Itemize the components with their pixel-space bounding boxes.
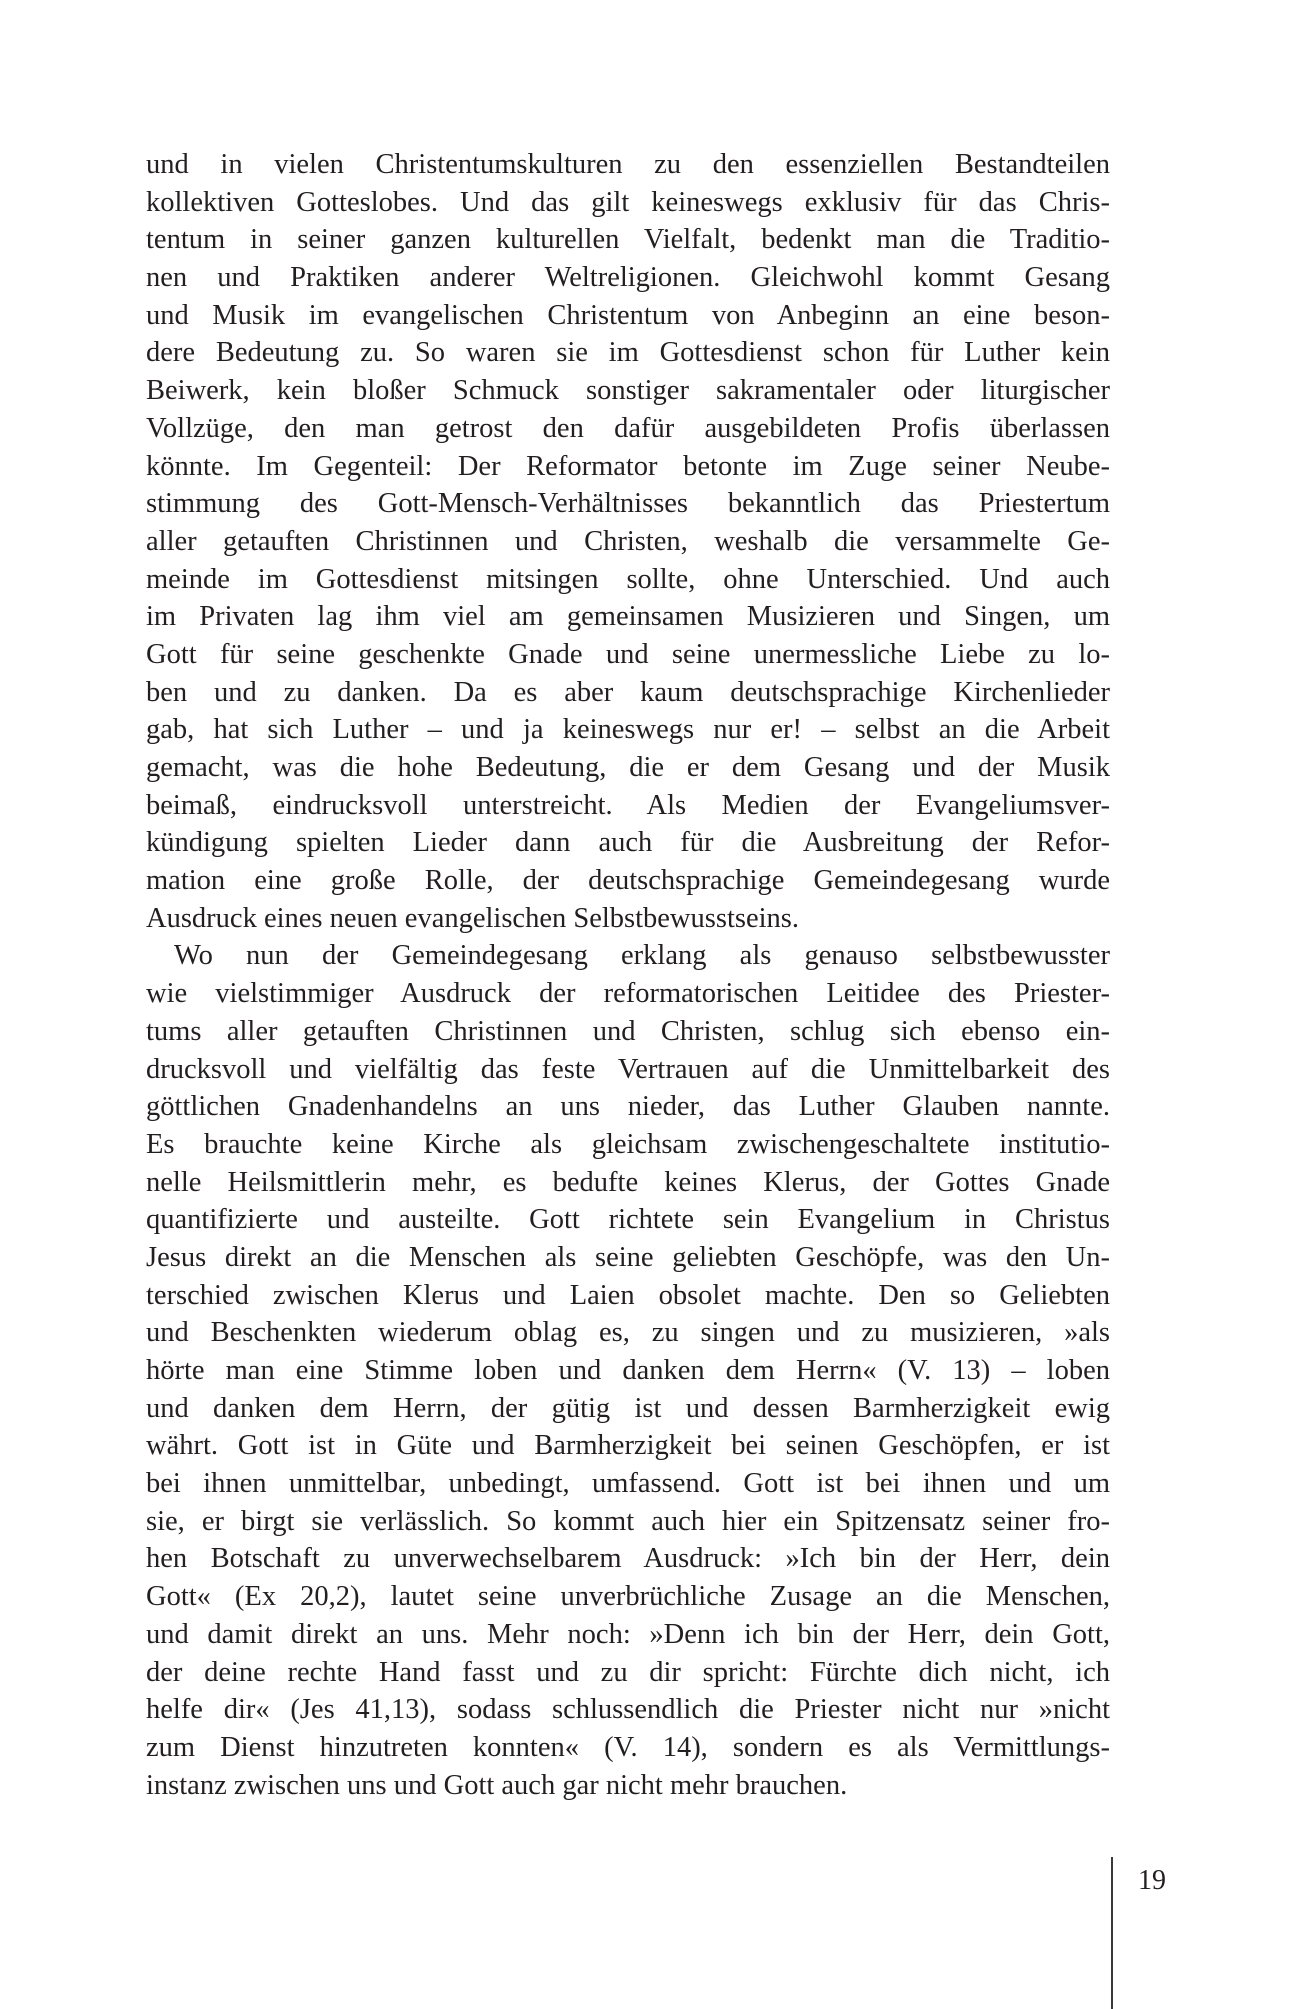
text-line: und Musik im evangelischen Christentum von Anbeginn an eine beson- <box>146 299 1110 331</box>
text-line: Jesus direkt an die Menschen als seine geliebten Geschöpfe, was den Un- <box>146 1241 1110 1273</box>
text-line: dere Bedeutung zu. So waren sie im Gottesdienst schon für Luther kein <box>146 337 1110 369</box>
text-line: meinde im Gottesdienst mitsingen sollte, ohne Unterschied. Und auch <box>146 563 1110 595</box>
text-line: und in vielen Christentumskulturen zu den essenziellen Bestandteilen <box>146 149 1110 180</box>
text-line: im Privaten lag ihm viel am gemeinsamen Musizieren und Singen, um <box>146 601 1110 633</box>
text-line: nelle Heilsmittlerin mehr, es bedufte keines Klerus, der Gottes Gnade <box>146 1166 1110 1198</box>
text-line: hörte man eine Stimme loben und danken dem Herrn« (V. 13) – loben <box>146 1355 1110 1386</box>
text-line: terschied zwischen Klerus und Laien obsolet machte. Den so Geliebten <box>146 1279 1110 1311</box>
text-line: Vollzüge, den man getrost den dafür ausgebildeten Profis überlassen <box>146 412 1110 444</box>
paragraph-2 <box>146 937 1110 1804</box>
text-line: stimmung des Gott-Mensch-Verhältnisses bekanntlich das Priestertum <box>146 488 1110 520</box>
text-line: kollektiven Gotteslobes. Und das gilt keineswegs exklusiv für das Chris- <box>146 186 1110 218</box>
text-line: kündigung spielten Lieder dann auch für die Ausbreitung der Refor- <box>146 827 1110 859</box>
page-number: 19 <box>1138 1865 1166 1896</box>
text-line: drucksvoll und vielfältig das feste Vertrauen auf die Unmittelbarkeit des <box>146 1053 1110 1085</box>
text-line: wie vielstimmiger Ausdruck der reformatorischen Leitidee des Priester- <box>146 978 1110 1010</box>
text-line: und danken dem Herrn, der gütig ist und dessen Barmherzigkeit ewig <box>146 1392 1110 1424</box>
text-line: ben und zu danken. Da es aber kaum deutschsprachige Kirchenlieder <box>146 676 1110 708</box>
text-line: Wo nun der Gemeindegesang erklang als genauso selbstbewusster <box>174 940 1110 972</box>
text-line: zum Dienst hinzutreten konnten« (V. 14), sondern es als Vermittlungs- <box>146 1731 1110 1763</box>
text-line: währt. Gott ist in Güte und Barmherzigkeit bei seinen Geschöpfen, er ist <box>146 1430 1110 1462</box>
text-line: Ausdruck eines neuen evangelischen Selbstbewusstseins. <box>146 902 799 934</box>
text-line: instanz zwischen uns und Gott auch gar nicht mehr brauchen. <box>146 1769 848 1801</box>
text-line: der deine rechte Hand fasst und zu dir spricht: Fürchte dich nicht, ich <box>146 1656 1110 1688</box>
text-line: Es brauchte keine Kirche als gleichsam zwischengeschaltete institutio- <box>146 1128 1110 1160</box>
text-line: und damit direkt an uns. Mehr noch: »Denn ich bin der Herr, dein Gott, <box>146 1618 1110 1650</box>
body-text <box>146 146 1110 1804</box>
text-line: tums aller getauften Christinnen und Christen, schlug sich ebenso ein- <box>146 1015 1110 1047</box>
text-line: helfe dir« (Jes 41,13), sodass schlussendlich die Priester nicht nur »nicht <box>146 1694 1110 1726</box>
text-line: quantifizierte und austeilte. Gott richtete sein Evangelium in Christus <box>146 1204 1110 1236</box>
text-line: nen und Praktiken anderer Weltreligionen. Gleichwohl kommt Gesang <box>146 262 1110 294</box>
text-line: sie, er birgt sie verlässlich. So kommt auch hier ein Spitzensatz seiner fro- <box>146 1505 1110 1537</box>
text-line: tentum in seiner ganzen kulturellen Vielfalt, bedenkt man die Traditio- <box>146 224 1110 256</box>
paragraph-1 <box>146 146 1110 937</box>
text-line: bei ihnen unmittelbar, unbedingt, umfassend. Gott ist bei ihnen und um <box>146 1468 1110 1500</box>
text-line: Gott für seine geschenkte Gnade und seine unermessliche Liebe zu lo- <box>146 638 1110 670</box>
text-line: mation eine große Rolle, der deutschsprachige Gemeindegesang wurde <box>146 865 1110 897</box>
text-line: und Beschenkten wiederum oblag es, zu singen und zu musizieren, »als <box>146 1317 1110 1349</box>
text-line: Beiwerk, kein bloßer Schmuck sonstiger sakramentaler oder liturgischer <box>146 375 1110 407</box>
text-line: gab, hat sich Luther – und ja keineswegs nur er! – selbst an die Arbeit <box>146 714 1110 746</box>
text-line: göttlichen Gnadenhandelns an uns nieder, das Luther Glauben nannte. <box>146 1091 1110 1123</box>
text-line: hen Botschaft zu unverwechselbarem Ausdruck: »Ich bin der Herr, dein <box>146 1543 1110 1575</box>
page-number-rule <box>1111 1857 1113 2009</box>
text-line: könnte. Im Gegenteil: Der Reformator betonte im Zuge seiner Neube- <box>146 450 1110 482</box>
text-line: gemacht, was die hohe Bedeutung, die er dem Gesang und der Musik <box>146 752 1110 783</box>
text-line: beimaß, eindrucksvoll unterstreicht. Als Medien der Evangeliumsver- <box>146 789 1110 821</box>
text-line: aller getauften Christinnen und Christen, weshalb die versammelte Ge- <box>146 525 1110 557</box>
text-line: Gott« (Ex 20,2), lautet seine unverbrüchliche Zusage an die Menschen, <box>146 1581 1110 1613</box>
